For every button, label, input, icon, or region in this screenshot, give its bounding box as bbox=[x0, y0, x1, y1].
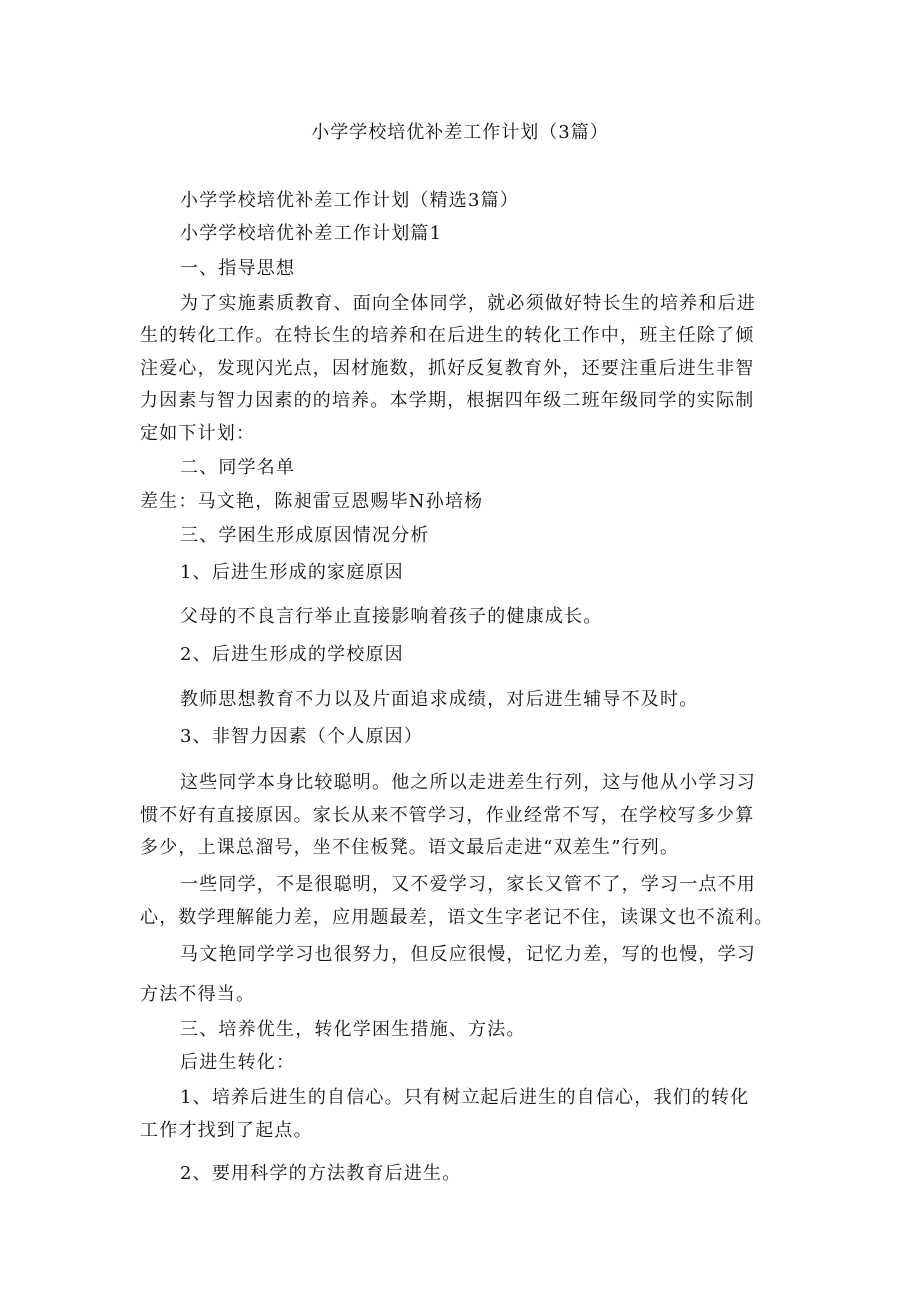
section-heading: 小学学校培优补差工作计划篇1 bbox=[180, 223, 443, 244]
heading-guiding-thought: 一、指导思想 bbox=[180, 258, 296, 279]
paragraph-line: 这些同学本身比较聪明。他之所以走进差生行列，这与他从小学习习 bbox=[180, 772, 756, 793]
paragraph-line: 多少，上课总溜号，坐不住板凳。语文最后走进“双差生”行列。 bbox=[140, 837, 680, 858]
subheading-personal-cause: 3、非智力因素（个人原因） bbox=[180, 726, 424, 747]
paragraph-line: 力因素与智力因素的的培养。本学期，根据四年级二班年级同学的实际制 bbox=[140, 390, 755, 411]
heading-student-list: 二、同学名单 bbox=[180, 457, 296, 478]
paragraph-line: 工作才找到了起点。 bbox=[140, 1120, 313, 1141]
paragraph-line: 心，数学理解能力差，应用题最差，语文生字老记不住，读课文也不流利。 bbox=[140, 907, 774, 928]
paragraph-line: 方法不得当。 bbox=[140, 984, 256, 1005]
document-title: 小学学校培优补差工作计划（3篇） bbox=[311, 122, 609, 143]
paragraph-line: 父母的不良言行举止直接影响着孩子的健康成长。 bbox=[180, 606, 603, 627]
paragraph-line: 定如下计划： bbox=[140, 423, 256, 444]
paragraph-line: 教师思想教育不力以及片面追求成绩，对后进生辅导不及时。 bbox=[180, 689, 699, 710]
subheading-transformation: 后进生转化： bbox=[180, 1052, 296, 1073]
paragraph-line: 生的转化工作。在特长生的培养和在后进生的转化工作中，班主任除了倾 bbox=[140, 325, 755, 346]
paragraph-line: 注爱心，发现闪光点，因材施数，抓好反复教育外，还要注重后进生非智 bbox=[140, 358, 755, 379]
paragraph-line: 2、要用科学的方法教育后进生。 bbox=[180, 1163, 462, 1184]
paragraph-line: 为了实施素质教育、面向全体同学，就必须做好特长生的培养和后进 bbox=[180, 293, 756, 314]
paragraph-line: 1、培养后进生的自信心。只有树立起后进生的自信心，我们的转化 bbox=[180, 1087, 750, 1108]
paragraph-line: 一些同学，不是很聪明，又不爱学习，家长又管不了，学习一点不用 bbox=[180, 874, 756, 895]
subtitle: 小学学校培优补差工作计划（精选3篇） bbox=[180, 190, 520, 211]
student-list-line: 差生：马文艳，陈昶雷豆恩赐毕N孙培杨 bbox=[140, 491, 484, 512]
subheading-family-cause: 1、后进生形成的家庭原因 bbox=[180, 562, 404, 583]
heading-cause-analysis: 三、学困生形成原因情况分析 bbox=[180, 525, 430, 546]
paragraph-line: 马文艳同学学习也很努力，但反应很慢，记忆力差，写的也慢，学习 bbox=[180, 944, 756, 965]
subheading-school-cause: 2、后进生形成的学校原因 bbox=[180, 644, 404, 665]
paragraph-line: 惯不好有直接原因。家长从来不管学习，作业经常不写，在学校写多少算 bbox=[140, 805, 755, 826]
heading-measures: 三、培养优生，转化学困生措施、方法。 bbox=[180, 1019, 526, 1040]
